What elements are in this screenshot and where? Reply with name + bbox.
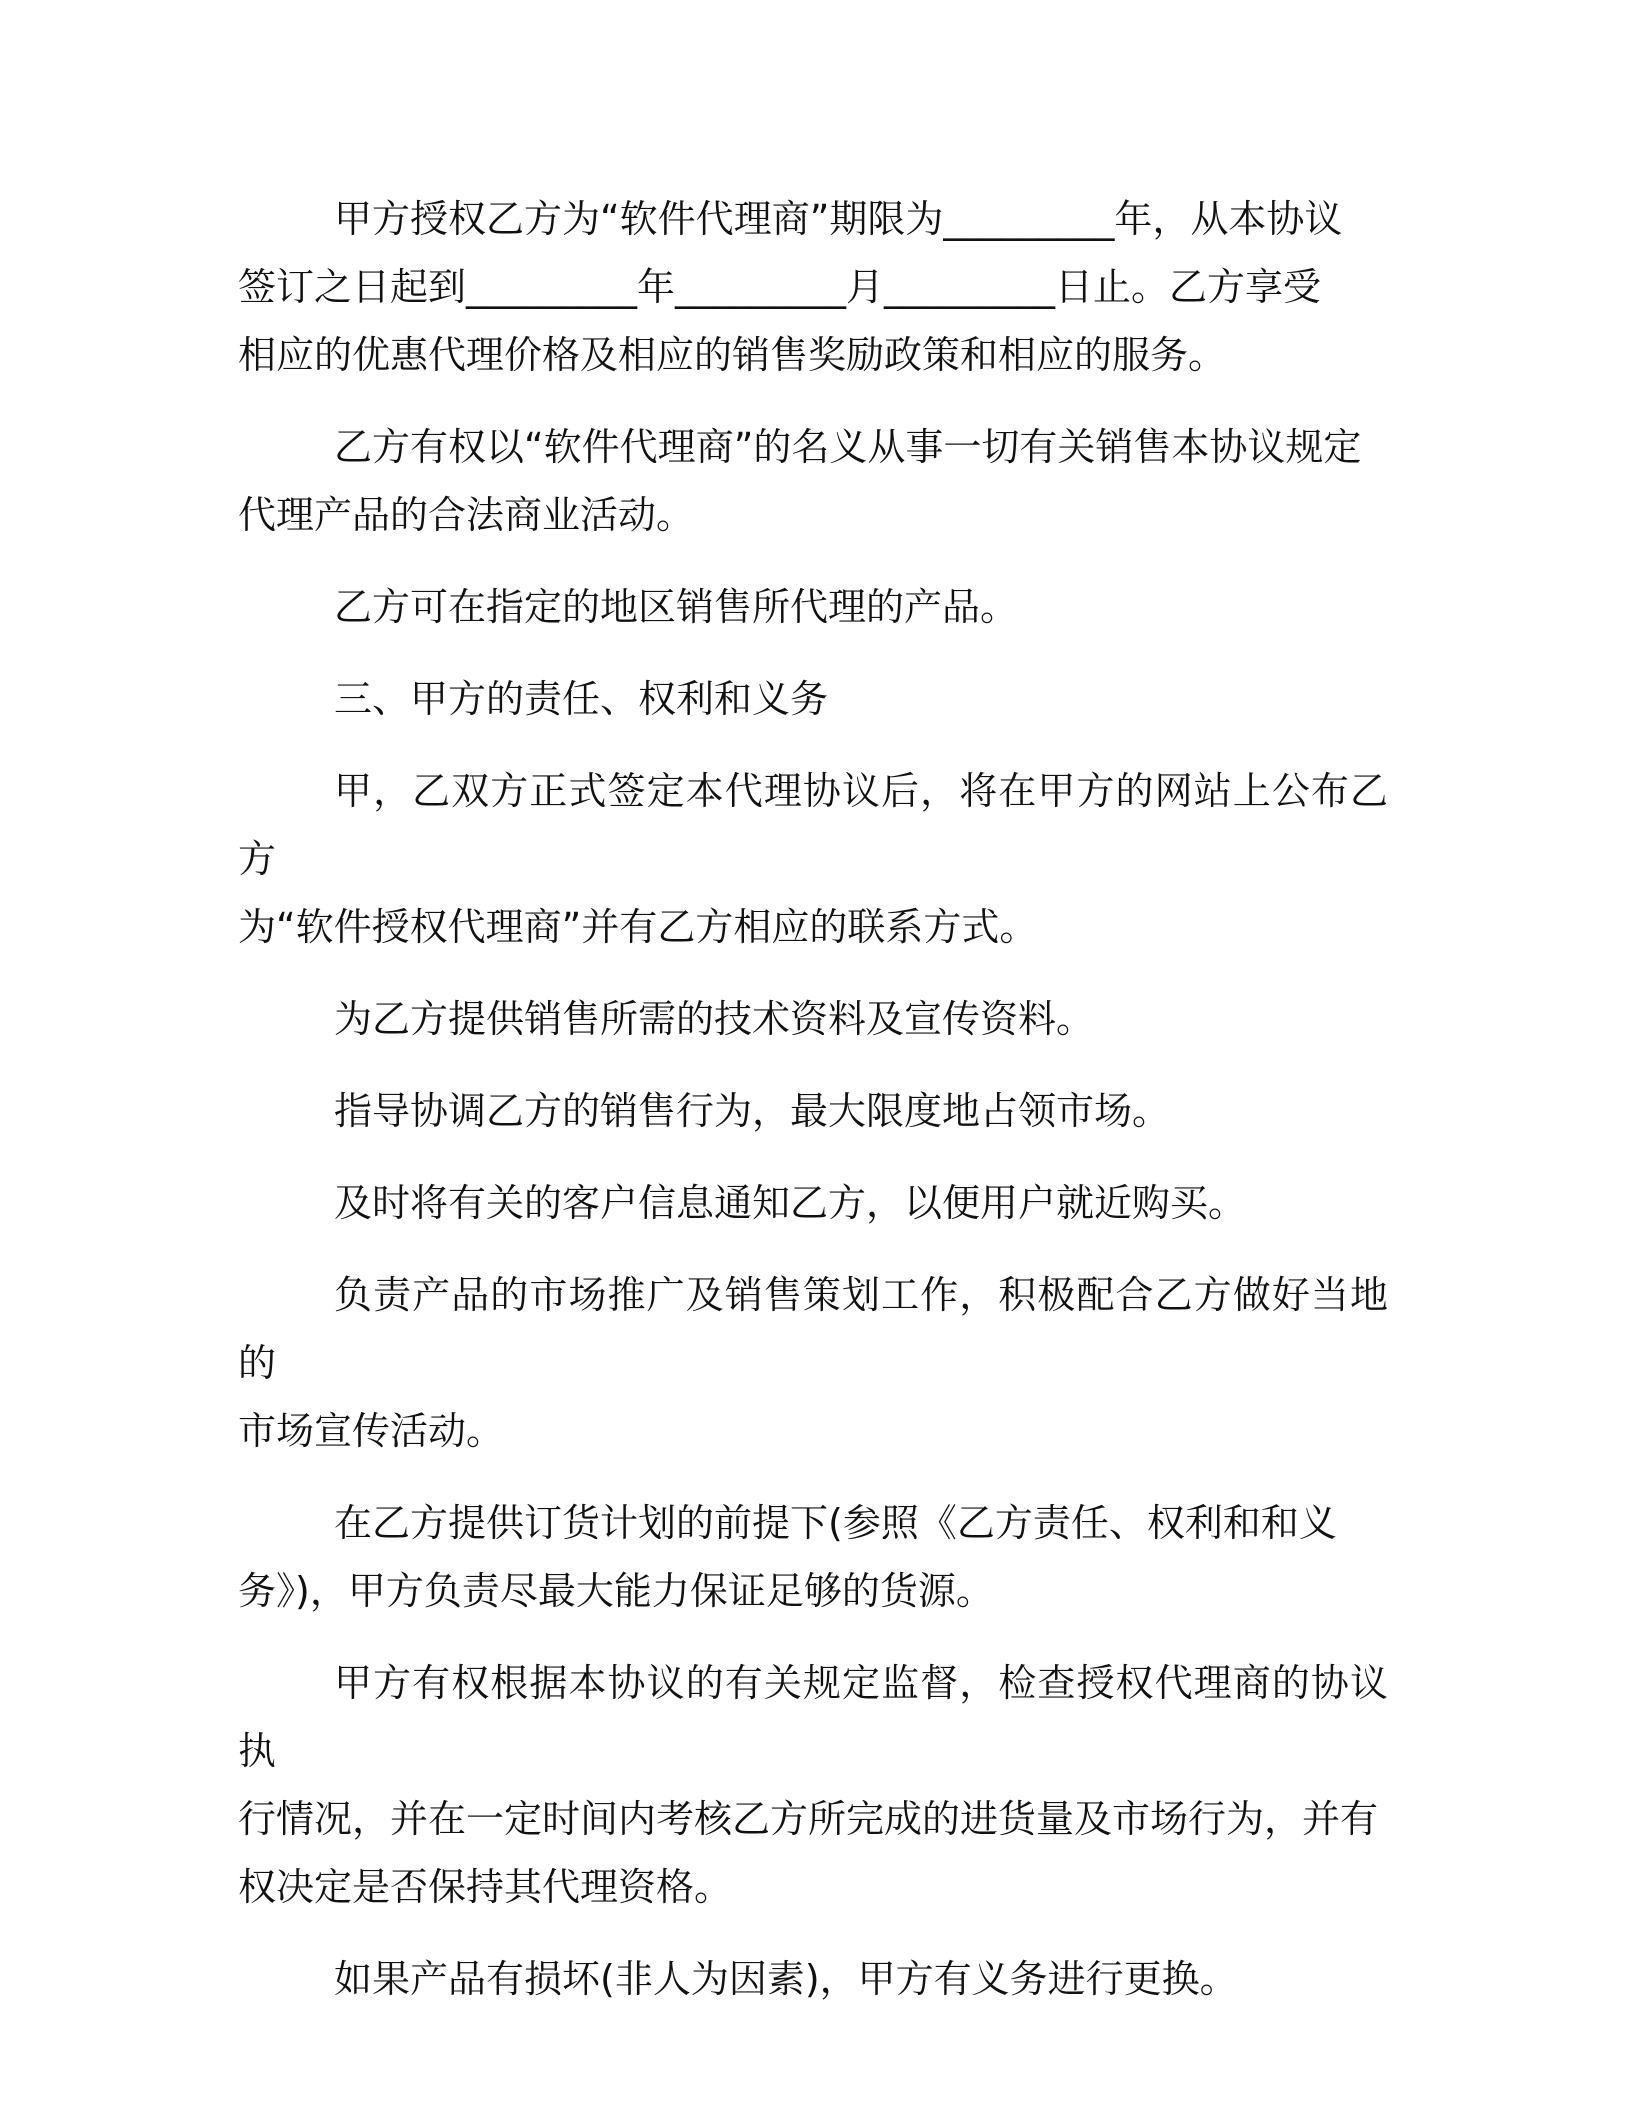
paragraph-marketing xyxy=(238,1261,1388,1465)
paragraph-line: 乙方有权以“软件代理商”的名义从事一切有关销售本协议规定 xyxy=(334,425,1362,469)
paragraph-line: 市场宣传活动。 xyxy=(238,1409,505,1453)
paragraph-line: 相应的优惠代理价格及相应的销售奖励政策和相应的服务。 xyxy=(238,333,1227,377)
paragraph-authorization-term xyxy=(238,185,1388,389)
paragraph-line: 甲，乙双方正式签定本代理协议后，将在甲方的网站上公布乙方 xyxy=(238,769,1388,881)
document-body xyxy=(238,185,1388,2037)
paragraph-line: 行情况，并在一定时间内考核乙方所完成的进货量及市场行为，并有 xyxy=(238,1797,1379,1841)
paragraph-line: 甲方有权根据本协议的有关规定监督，检查授权代理商的协议执 xyxy=(238,1661,1388,1773)
paragraph-customer-info xyxy=(238,1169,1388,1237)
paragraph-line: 代理产品的合法商业活动。 xyxy=(238,493,695,537)
paragraph-line: 权决定是否保持其代理资格。 xyxy=(238,1865,733,1909)
paragraph-line: 签订之日起到_________年_________月_________日止。乙方享受 xyxy=(238,265,1322,309)
paragraph-line: 务》)，甲方负责尽最大能力保证足够的货源。 xyxy=(238,1569,994,1613)
paragraph-line: 如果产品有损坏(非人为因素)，甲方有义务进行更换。 xyxy=(334,1957,1238,2001)
paragraph-replacement xyxy=(238,1945,1388,2013)
section-heading-text: 三、甲方的责任、权利和义务 xyxy=(334,677,829,721)
paragraph-line: 乙方可在指定的地区销售所代理的产品。 xyxy=(334,585,1019,629)
paragraph-line: 在乙方提供订货计划的前提下(参照《乙方责任、权利和和义 xyxy=(334,1501,1337,1545)
paragraph-sales-region xyxy=(238,573,1388,641)
paragraph-line: 甲方授权乙方为“软件代理商”期限为_________年，从本协议 xyxy=(334,197,1343,241)
paragraph-line: 为“软件授权代理商”并有乙方相应的联系方式。 xyxy=(238,905,1038,949)
paragraph-line: 及时将有关的客户信息通知乙方，以便用户就近购买。 xyxy=(334,1181,1247,1225)
paragraph-sales-guidance xyxy=(238,1077,1388,1145)
paragraph-supply xyxy=(238,1489,1388,1625)
paragraph-supervision xyxy=(238,1649,1388,1921)
paragraph-line: 指导协调乙方的销售行为，最大限度地占领市场。 xyxy=(334,1089,1171,1133)
paragraph-line: 为乙方提供销售所需的技术资料及宣传资料。 xyxy=(334,997,1095,1041)
paragraph-business-rights xyxy=(238,413,1388,549)
paragraph-materials xyxy=(238,985,1388,1053)
paragraph-line: 负责产品的市场推广及销售策划工作，积极配合乙方做好当地的 xyxy=(238,1273,1388,1385)
paragraph-website-publish xyxy=(238,757,1388,961)
section-heading-party-a xyxy=(238,665,1388,733)
